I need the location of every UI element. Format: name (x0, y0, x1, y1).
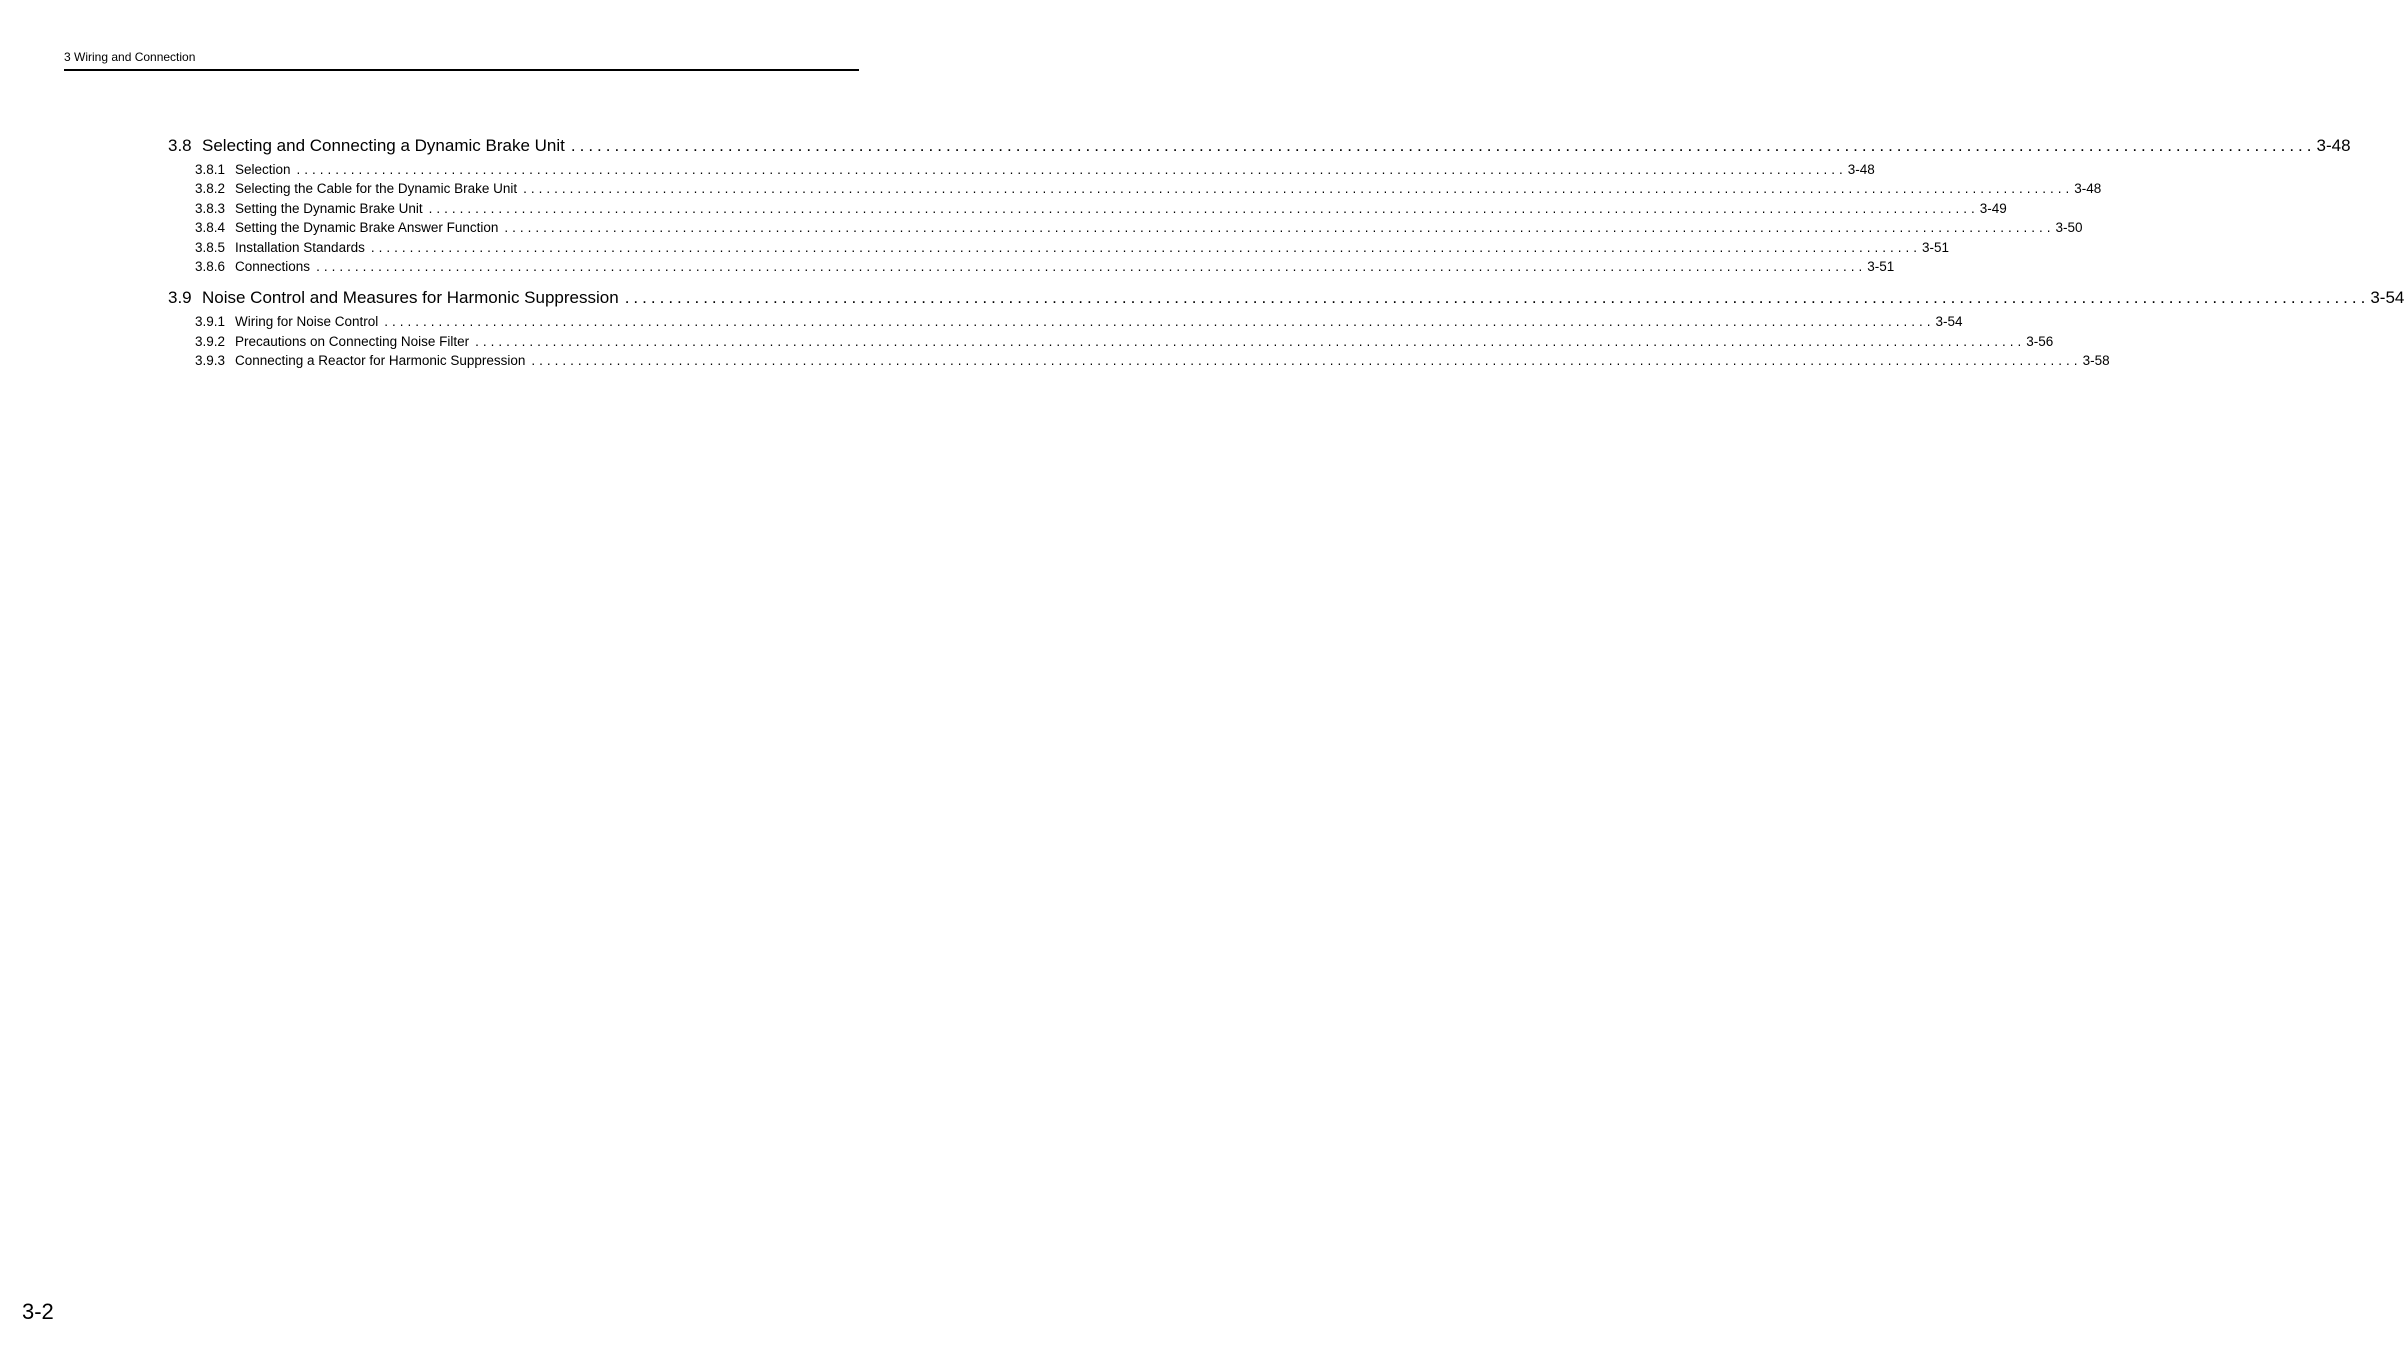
subsection-page: 3-51 (1867, 258, 1895, 274)
subsection-page: 3-49 (1979, 200, 2007, 216)
dot-leader: ........................................................................................................................................................................................................ (475, 333, 2026, 349)
section-title: Noise Control and Measures for Harmonic Suppression (202, 288, 619, 308)
toc-entry-section[interactable] (168, 286, 2404, 310)
subsection-page: 3-48 (2074, 181, 2102, 197)
toc-entry-subsection[interactable] (195, 238, 1950, 257)
subsection-number: 3.9.2 (195, 333, 226, 349)
toc-entry-section[interactable] (168, 134, 2351, 158)
section-number: 3.9 (168, 288, 192, 308)
section-title: Selecting and Connecting a Dynamic Brake Unit (202, 136, 565, 155)
subsection-title: Installation Standards (235, 239, 365, 255)
subsection-list (168, 312, 2110, 370)
section-number: 3.8 (168, 136, 192, 155)
subsection-title: Precautions on Connecting Noise Filter (235, 333, 470, 349)
subsection-number: 3.8.1 (195, 162, 226, 177)
subsection-page: 3-56 (2026, 333, 2054, 349)
toc-section-3-9 (168, 286, 2404, 370)
toc-entry-subsection[interactable] (195, 257, 1895, 276)
dot-leader: ........................................................................................................................................................................................................ (316, 258, 1867, 274)
subsection-page: 3-58 (2082, 353, 2110, 369)
subsection-title: Connecting a Reactor for Harmonic Suppression (235, 353, 526, 369)
subsection-number: 3.8.3 (195, 200, 226, 216)
subsection-title: Selecting the Cable for the Dynamic Brake Unit (235, 181, 518, 197)
dot-leader: ........................................................................................................................................................................................................ (384, 314, 1935, 330)
toc-entry-subsection[interactable] (195, 351, 2110, 370)
subsection-page: 3-54 (1935, 314, 1963, 330)
subsection-title: Selection (235, 162, 291, 177)
dot-leader: ........................................................................................................................................................................................................ (523, 181, 2074, 197)
dot-leader: ........................................................................................................................................................................................................ (428, 200, 1979, 216)
toc-section-3-8 (168, 134, 2351, 276)
dot-leader: ........................................................................................................................................................................................................ (570, 136, 2316, 155)
header-rule (64, 69, 859, 71)
subsection-number: 3.9.1 (195, 314, 226, 330)
subsection-title: Setting the Dynamic Brake Answer Function (235, 220, 499, 236)
table-of-contents (168, 134, 2404, 371)
toc-entry-subsection[interactable] (195, 160, 1875, 179)
subsection-number: 3.8.2 (195, 181, 226, 197)
toc-entry-subsection[interactable] (195, 179, 2102, 198)
dot-leader: ........................................................................................................................................................................................................ (531, 353, 2082, 369)
dot-leader: ........................................................................................................................................................................................................ (624, 288, 2370, 308)
dot-leader: ........................................................................................................................................................................................................ (370, 239, 1921, 255)
dot-leader: ........................................................................................................................................................................................................ (296, 162, 1847, 177)
subsection-title: Setting the Dynamic Brake Unit (235, 200, 423, 216)
subsection-number: 3.8.4 (195, 220, 226, 236)
running-header: 3 Wiring and Connection (64, 50, 196, 64)
section-page: 3-48 (2316, 136, 2351, 155)
subsection-list (168, 160, 2102, 276)
dot-leader: ........................................................................................................................................................................................................ (504, 220, 2055, 236)
toc-entry-subsection[interactable] (195, 312, 1963, 331)
section-page: 3-54 (2370, 288, 2404, 308)
subsection-title: Wiring for Noise Control (235, 314, 379, 330)
subsection-number: 3.9.3 (195, 353, 226, 369)
subsection-page: 3-48 (1847, 162, 1875, 177)
toc-entry-subsection[interactable] (195, 199, 2007, 218)
page-number: 3-2 (22, 1299, 54, 1324)
subsection-title: Connections (235, 258, 311, 274)
subsection-page: 3-51 (1922, 239, 1950, 255)
subsection-number: 3.8.6 (195, 258, 226, 274)
subsection-number: 3.8.5 (195, 239, 226, 255)
subsection-page: 3-50 (2055, 220, 2083, 236)
toc-entry-subsection[interactable] (195, 218, 2083, 237)
toc-entry-subsection[interactable] (195, 332, 2054, 351)
